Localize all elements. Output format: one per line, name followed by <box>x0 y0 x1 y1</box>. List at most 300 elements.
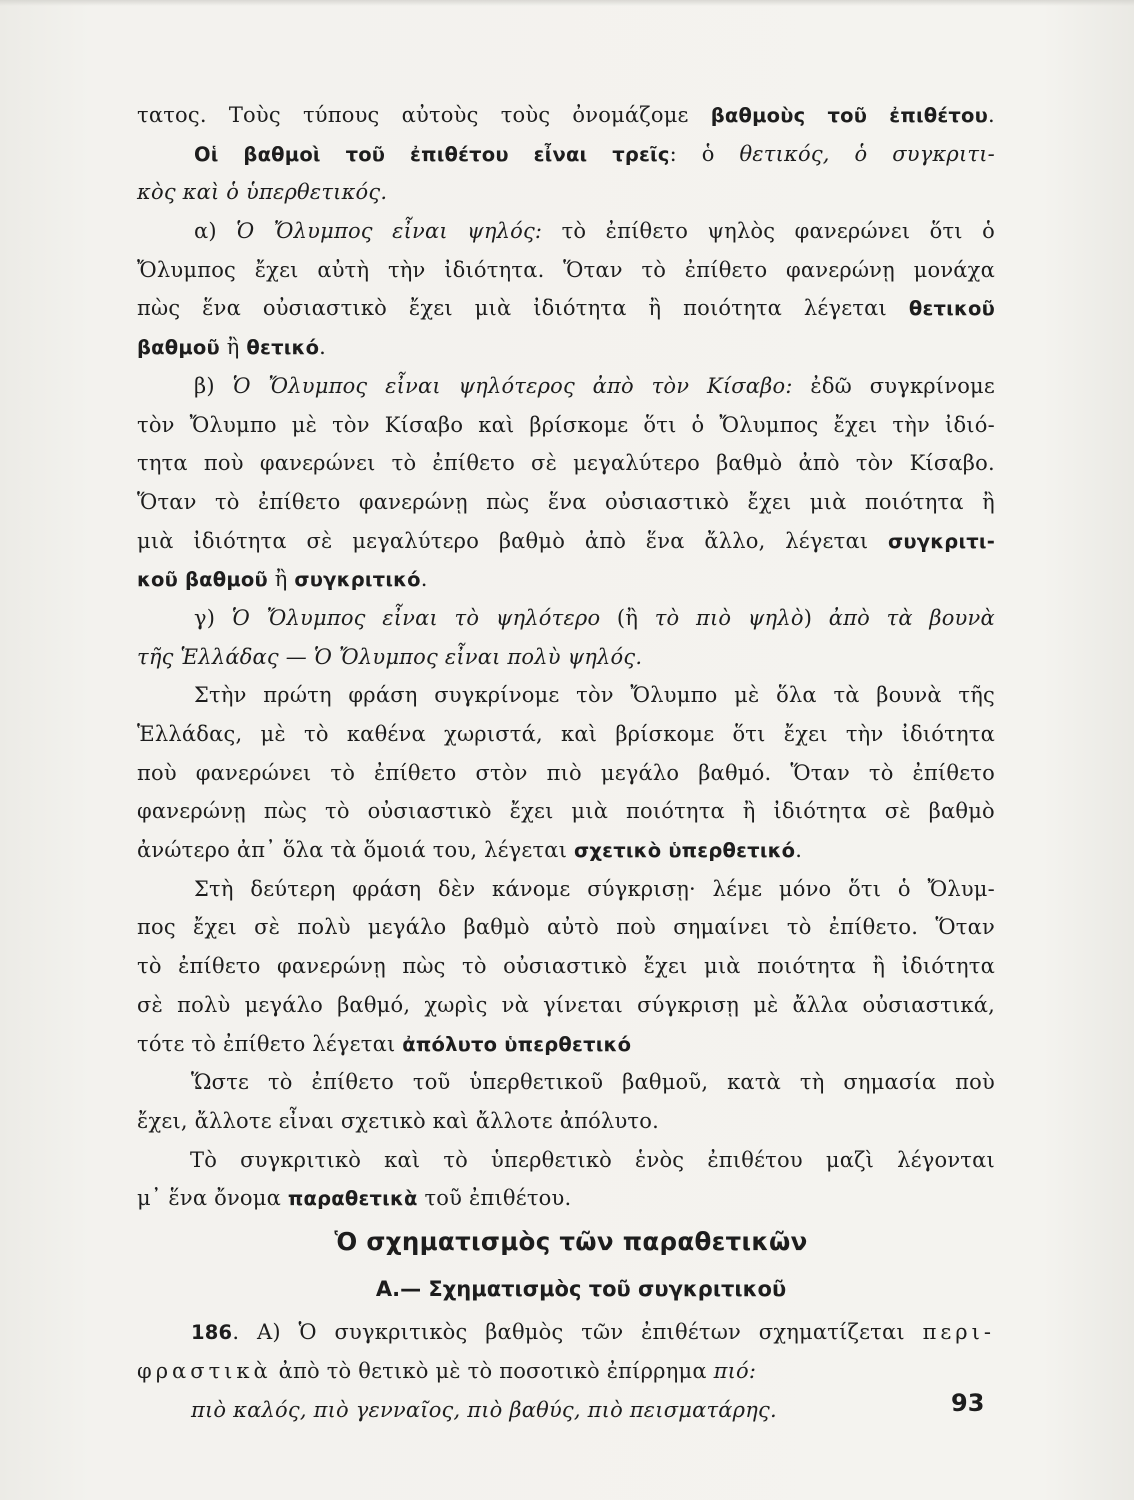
word <box>194 599 215 638</box>
word <box>713 870 763 909</box>
text-run: Ὁ <box>298 1320 317 1345</box>
word <box>748 483 792 522</box>
word <box>795 212 911 251</box>
text-run: ἢ <box>742 799 756 824</box>
word <box>833 406 877 445</box>
word <box>332 406 370 445</box>
text-run: βαθμὸ <box>498 528 566 553</box>
bold-run: θετικοῦ <box>908 297 995 321</box>
word <box>798 444 839 483</box>
text-run: φράση <box>352 876 422 901</box>
text-run: τὴ <box>799 1070 825 1095</box>
text-run: (ἢ <box>616 605 639 630</box>
text-run: . <box>420 567 428 592</box>
word <box>826 1141 874 1180</box>
text-run: τοῦ <box>412 1070 451 1095</box>
text-run: νὰ <box>501 992 530 1017</box>
word <box>897 1141 995 1180</box>
word <box>571 792 608 831</box>
word <box>204 444 244 483</box>
text-run: ἢ <box>872 954 886 979</box>
word <box>257 1313 281 1352</box>
text-run: ὑπερθετικοῦ <box>469 1070 604 1095</box>
text-run: ὅτι <box>929 219 963 244</box>
word <box>190 406 277 445</box>
italic-run: ψηλότερο <box>495 605 601 630</box>
text-run: ὅλα <box>776 683 817 708</box>
word <box>502 986 529 1025</box>
word <box>462 947 487 986</box>
italic-run: βουνὰ <box>929 605 995 630</box>
word <box>496 599 600 638</box>
word <box>467 212 542 251</box>
text-run: ποὺ <box>616 915 657 940</box>
text-run: . <box>232 1320 240 1345</box>
word <box>388 251 426 290</box>
word <box>902 947 995 986</box>
word <box>459 367 575 406</box>
word <box>531 444 557 483</box>
word <box>485 1313 563 1352</box>
page-text <box>137 96 995 1429</box>
word <box>274 212 373 251</box>
text-run: τὸ <box>786 915 812 940</box>
word <box>641 251 666 290</box>
word <box>673 908 769 947</box>
word <box>267 599 366 638</box>
text-run: ἐπίθετο <box>374 760 457 785</box>
italic-run: Ὄλυμπος <box>266 605 366 630</box>
word <box>930 212 963 251</box>
word <box>478 406 514 445</box>
italic-run: τὸν <box>651 373 690 398</box>
word <box>194 870 234 909</box>
word <box>587 870 696 909</box>
text-run: δεύτερη <box>250 876 336 901</box>
word <box>865 483 964 522</box>
word <box>178 947 261 986</box>
word <box>196 754 312 793</box>
text-run: τὸ <box>214 489 240 514</box>
text-run: σὲ <box>531 451 558 476</box>
word <box>646 522 685 561</box>
text-run: στὸν <box>475 760 528 785</box>
word <box>707 367 793 406</box>
word <box>773 792 866 831</box>
word <box>254 908 280 947</box>
text-run: ἕνα <box>645 528 685 553</box>
text-run: σημασία <box>843 1070 937 1095</box>
word <box>885 792 911 831</box>
italic-run: πιὸ <box>696 605 732 630</box>
word <box>982 212 995 251</box>
word <box>347 715 426 754</box>
word <box>923 1313 995 1352</box>
italic-run: Κίσαβο: <box>706 373 793 398</box>
text-run: καὶ <box>478 412 515 437</box>
text-run: ἔχει <box>833 412 878 437</box>
text-run: τῆς <box>958 683 995 708</box>
italic-run: εἶναι <box>382 605 438 630</box>
text-run: αὐτοὺς <box>401 103 479 127</box>
word <box>786 251 895 290</box>
bold-run: βαθμοὶ <box>243 142 321 166</box>
text-run: ἐπίθετο <box>912 760 995 785</box>
text-run: ποιότητα <box>864 489 964 514</box>
word <box>194 135 219 174</box>
text-run: πολὺ <box>297 915 351 940</box>
word <box>734 676 759 715</box>
word <box>910 444 995 483</box>
bold-run: τρεῖς <box>612 142 670 166</box>
text-run: ἐδῶ <box>810 373 852 398</box>
word <box>804 289 887 328</box>
bold-run: βαθμοὺς <box>710 104 806 127</box>
text-run: λέγεται <box>785 528 869 553</box>
word <box>704 947 741 986</box>
text-run: τὸ <box>325 799 350 824</box>
text-run: . <box>988 103 995 127</box>
text-run: βαθμό, <box>337 992 411 1017</box>
word <box>261 715 286 754</box>
text-run: ἐπίθετο <box>258 489 341 514</box>
text-line <box>137 96 995 135</box>
word <box>785 522 868 561</box>
text-line <box>137 947 995 986</box>
word <box>194 212 217 251</box>
text-line <box>137 908 995 947</box>
text-run: τοῦ ἐπιθέτου. <box>417 1186 572 1211</box>
word <box>385 406 463 445</box>
word <box>727 1063 781 1102</box>
text-run: α) <box>194 219 217 244</box>
word <box>888 522 995 561</box>
text-run: ὅτι <box>643 412 677 437</box>
word <box>374 754 457 793</box>
italic-run: κὸς καὶ ὁ ὑπερθετικός. <box>137 180 388 205</box>
word <box>800 1063 825 1102</box>
text-line <box>137 289 995 328</box>
word <box>193 908 237 947</box>
text-run: πολὺ <box>177 992 231 1017</box>
word <box>177 986 230 1025</box>
text-run: συγκρίνομε <box>434 683 560 708</box>
word <box>236 212 254 251</box>
word <box>876 676 942 715</box>
text-line <box>137 367 995 406</box>
word <box>475 289 512 328</box>
text-run: Ὅταν <box>563 257 623 282</box>
text-run: μιὰ <box>137 528 174 553</box>
word <box>193 522 286 561</box>
text-run: οὐσιαστικὸ <box>605 489 730 514</box>
text-run: Ὄλυμπο <box>630 683 718 708</box>
text-run: ἐπίθετο <box>178 954 261 979</box>
word <box>955 1063 995 1102</box>
text-run: ἢ <box>982 489 995 514</box>
italic-run: θετικός, <box>739 141 830 166</box>
text-run: χωρὶς <box>424 992 488 1017</box>
word <box>843 1063 936 1102</box>
text-run: βρίσκομε <box>615 722 715 746</box>
word <box>137 947 162 986</box>
text-run: τητα <box>137 451 188 476</box>
text-run: οὐσιαστικὸ <box>262 296 387 321</box>
text-run: σὲ <box>254 915 281 940</box>
text-run: καὶ <box>561 722 598 746</box>
text-run: σύγκρισῃ <box>637 992 739 1017</box>
text-run: ὁ <box>897 876 911 901</box>
bold-run: 186 <box>191 1321 233 1345</box>
word <box>929 792 995 831</box>
text-run: συγκριτικὸς <box>334 1320 468 1345</box>
text-line <box>137 1352 995 1391</box>
text-run: φράση <box>348 683 418 708</box>
text-run: λέγεται <box>803 296 887 321</box>
text-run: ἔχει <box>747 489 792 514</box>
word <box>202 289 241 328</box>
text-run: τὸ <box>462 954 487 979</box>
word <box>232 367 250 406</box>
word <box>243 135 320 174</box>
word <box>593 367 634 406</box>
word <box>641 1313 741 1352</box>
text-line <box>137 599 995 638</box>
word <box>348 676 417 715</box>
text-run: τὸν <box>855 451 894 476</box>
text-run: . <box>319 335 327 360</box>
word <box>486 483 529 522</box>
text-run: μιὰ <box>571 799 609 824</box>
scan-edge-shadow <box>0 0 1134 6</box>
text-run: ὑπερθετικὸ <box>491 1147 612 1172</box>
word <box>707 212 775 251</box>
text-run: βαθμὸ <box>716 451 783 476</box>
word <box>909 289 995 328</box>
word <box>576 676 614 715</box>
text-run: ἀπὸ <box>798 451 840 476</box>
word <box>929 599 995 638</box>
word <box>424 986 487 1025</box>
text-run: μὲ <box>734 683 760 708</box>
text-run: ποὺ <box>203 451 244 476</box>
word <box>779 870 832 909</box>
word <box>352 870 421 909</box>
text-line <box>137 522 995 561</box>
word <box>330 754 355 793</box>
word <box>434 676 559 715</box>
word <box>982 483 995 522</box>
text-run: τύπους <box>302 103 380 127</box>
word <box>829 908 918 947</box>
text-run: Ἑλλάδας, <box>137 722 243 746</box>
word <box>637 986 739 1025</box>
italic-run: ἀπὸ <box>592 373 634 398</box>
word <box>872 947 885 986</box>
word <box>503 947 627 986</box>
italic-run: τὰ <box>886 605 913 630</box>
word <box>312 1063 395 1102</box>
text-run: τὸ <box>561 219 587 244</box>
word <box>630 676 717 715</box>
word <box>643 406 676 445</box>
text-run: φανερώνῃ <box>785 257 895 282</box>
word <box>277 947 386 986</box>
text-run: καθένα <box>346 722 426 746</box>
word <box>622 1063 708 1102</box>
text-line <box>137 638 995 677</box>
word <box>392 212 448 251</box>
word <box>652 367 690 406</box>
word <box>846 715 884 754</box>
text-run: ἰδιότητα <box>773 799 867 824</box>
word <box>232 599 250 638</box>
word <box>739 135 829 174</box>
italic-run: ὁ <box>854 141 868 166</box>
word <box>848 870 881 909</box>
word <box>605 483 729 522</box>
text-run: σὲ <box>884 799 911 824</box>
word <box>413 1063 451 1102</box>
word <box>870 367 995 406</box>
word <box>581 1313 623 1352</box>
text-run: τοὺς <box>500 103 551 127</box>
word <box>307 522 333 561</box>
word <box>444 715 543 754</box>
word <box>945 406 995 445</box>
word <box>862 986 995 1025</box>
word <box>748 599 812 638</box>
italic-run: τῆς Ἑλλάδας — Ὁ Ὄλυμπος εἶναι πολὺ ψηλός. <box>137 644 643 669</box>
word <box>547 754 582 793</box>
word <box>385 367 441 406</box>
text-run: γ) <box>194 605 216 630</box>
bold-run: παραθετικὰ <box>287 1187 418 1211</box>
text-run: βρίσκομε <box>529 412 629 437</box>
text-run: ἢ <box>267 567 295 592</box>
text-run: μὲ <box>260 722 286 746</box>
text-run: ἔχει <box>783 722 828 746</box>
word <box>384 1141 420 1180</box>
word <box>501 96 551 135</box>
text-run: ποιότητα <box>757 954 856 979</box>
text-line <box>137 1179 995 1219</box>
text-run: τὸ <box>443 1147 468 1172</box>
word <box>829 599 870 638</box>
text-line <box>137 1102 995 1141</box>
bold-run: ἐπιθέτου <box>889 104 989 127</box>
word <box>606 212 689 251</box>
text-run: τὸν <box>332 412 370 437</box>
text-run: ἰδιότητα <box>193 528 287 553</box>
text-run: Ὁ σχηματισμὸς τῶν παραθετικῶν <box>334 1227 808 1257</box>
text-run: ὁ <box>982 219 995 244</box>
word <box>572 96 688 135</box>
word <box>268 1063 293 1102</box>
subsection-heading <box>137 1265 995 1313</box>
spaced-run: φραστικὰ <box>137 1358 272 1383</box>
text-run: τὸ <box>391 451 417 476</box>
text-run: ἢ <box>219 335 247 360</box>
text-run: μιὰ <box>703 954 741 979</box>
word <box>190 1141 217 1180</box>
text-run: κάνομε <box>492 876 571 901</box>
text-line <box>137 135 995 174</box>
text-run: ἐπίθετο <box>432 451 515 476</box>
word <box>409 289 453 328</box>
text-run: ἕνα <box>547 489 587 514</box>
text-run: ἰδιό- <box>945 412 995 437</box>
text-run: σημαίνει <box>673 915 770 940</box>
text-line <box>137 754 995 793</box>
word <box>137 251 236 290</box>
text-run: : <box>669 141 677 166</box>
word <box>892 406 930 445</box>
italic-run: Ὄλυμπος <box>268 373 368 398</box>
text-run: Στὴν <box>194 683 247 708</box>
text-run: τὸ <box>137 954 162 979</box>
word <box>264 792 307 831</box>
word <box>793 986 849 1025</box>
text-run: συγκριτικὸ <box>240 1147 362 1172</box>
text-run: πος <box>137 915 176 940</box>
word <box>856 444 894 483</box>
word <box>692 406 705 445</box>
text-run: ἄλλα <box>792 992 849 1017</box>
word <box>887 599 913 638</box>
text-run: μόνο <box>778 876 832 901</box>
text-run: τῶν <box>581 1320 624 1345</box>
text-run: κατὰ <box>727 1070 782 1095</box>
italic-run: ψηλότερος <box>458 373 575 398</box>
word <box>617 599 638 638</box>
text-run: μεγαλύτερο <box>573 451 700 476</box>
word <box>869 754 894 793</box>
text-run: ἀπὸ τὸ θετικὸ μὲ τὸ ποσοτικὸ ἐπίρρημα <box>271 1358 714 1383</box>
word <box>410 135 509 174</box>
text-run: τὴν <box>387 257 426 282</box>
word <box>698 754 771 793</box>
word <box>707 1141 802 1180</box>
word <box>464 908 530 947</box>
bold-run: Οἱ <box>194 142 219 166</box>
text-run: Ὄλυμπος <box>137 257 237 282</box>
word <box>263 676 331 715</box>
word <box>137 289 180 328</box>
word <box>137 986 163 1025</box>
word <box>757 947 856 986</box>
word <box>255 251 299 290</box>
text-run: τὸν <box>137 412 175 437</box>
bold-run: τοῦ <box>345 142 386 166</box>
word <box>317 251 369 290</box>
word <box>368 792 492 831</box>
word <box>229 96 281 135</box>
text-run: ) <box>803 605 813 630</box>
word <box>635 1141 684 1180</box>
word <box>529 406 628 445</box>
word <box>382 599 438 638</box>
word <box>443 1141 468 1180</box>
text-run: ἔχει, ἄλλοτε εἶναι σχετικὸ καὶ ἄλλοτε ἀπόλυτο. <box>137 1108 659 1133</box>
word <box>702 135 715 174</box>
text-run: λέμε <box>712 876 763 901</box>
word <box>759 1313 905 1352</box>
word <box>626 792 725 831</box>
text-run: μὲ <box>291 412 318 437</box>
text-line <box>137 406 995 445</box>
word <box>696 599 731 638</box>
